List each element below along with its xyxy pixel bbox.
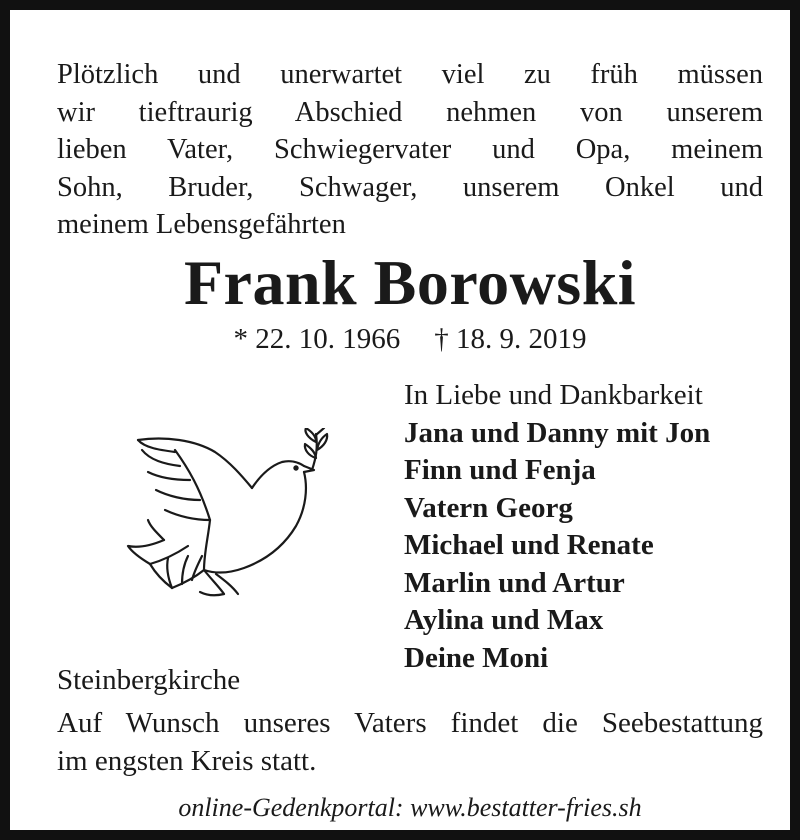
death-date: † 18. 9. 2019 (434, 323, 587, 355)
mourner-name: Finn und Fenja (404, 454, 596, 486)
intro-line: lieben Vater, Schwiegervater und Opa, meinem (57, 134, 763, 165)
mourner-name: Jana und Danny mit Jon (404, 416, 711, 449)
intro-line: Sohn, Bruder, Schwager, unserem Onkel und (57, 171, 763, 203)
mourner-name: Marlin und Artur (404, 566, 625, 599)
mourner-name: Deine Moni (404, 641, 549, 674)
life-dates (10, 320, 800, 358)
intro-line: wir tieftraurig Abschied nehmen von unserem (57, 96, 763, 128)
intro-text (57, 56, 763, 244)
intro-line: meinem Lebensgefährten (57, 209, 346, 240)
dove-with-olive-branch-icon (120, 428, 330, 603)
intro-line: Plötzlich und unerwartet viel zu früh müssen (57, 59, 763, 90)
mourner-name: Aylina und Max (404, 604, 604, 636)
notice-line: Auf Wunsch unseres Vaters findet die Seebestattung (57, 707, 763, 739)
mourners-intro: In Liebe und Dankbarkeit (404, 379, 703, 411)
place-name: Steinbergkirche (57, 664, 241, 696)
mourners-list (404, 377, 710, 677)
mourner-name: Vatern Georg (404, 491, 573, 524)
notice-line: im engsten Kreis statt. (57, 744, 317, 777)
deceased-name: Frank Borowski (183, 247, 637, 318)
burial-notice (57, 705, 763, 780)
portal-url-link[interactable]: www.bestatter-fries.sh (410, 793, 642, 822)
memorial-portal-footer (10, 792, 800, 824)
portal-label: online-Gedenkportal: (178, 793, 404, 822)
mourner-name: Michael und Renate (404, 529, 654, 561)
birth-date: * 22. 10. 1966 (233, 323, 401, 355)
